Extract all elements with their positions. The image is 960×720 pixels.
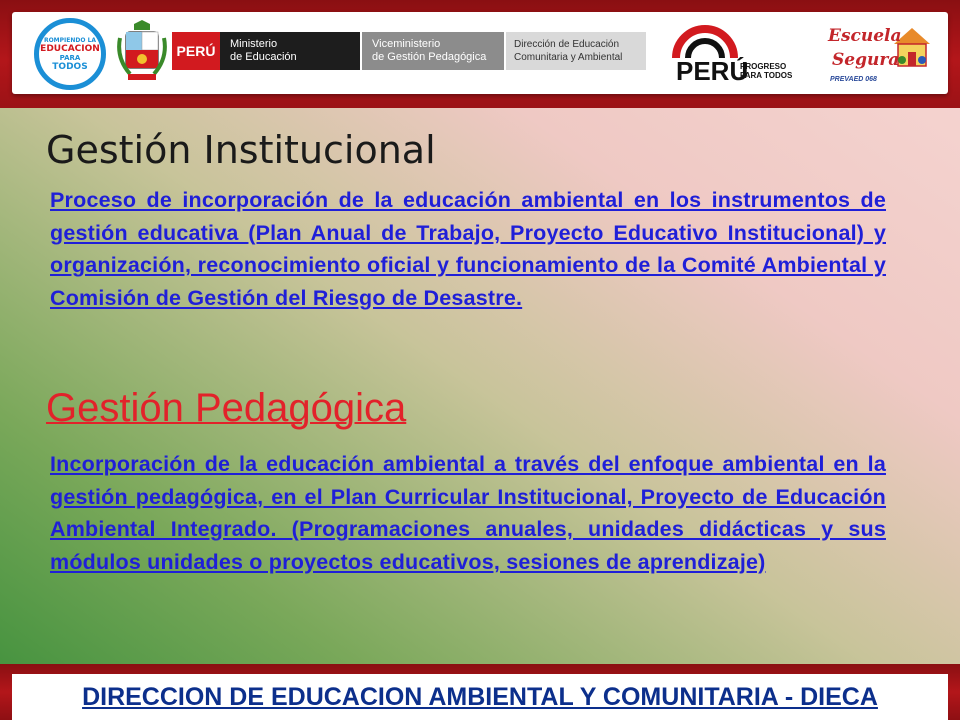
gestion-institucional-link[interactable]: Proceso de incorporación de la educación ambiental en los instrumentos de gestión educativa (Plan Anual de Trabajo, Proyecto Educativo Institucional) y organización, reconocimiento oficial y funcionamiento de la Comité Ambiental y Comisión de Gestión del Riesgo de Desastre. bbox=[50, 188, 886, 310]
peru-arc-icon bbox=[670, 24, 740, 60]
peru-progreso-tag: PROGRESO PARA TODOS bbox=[740, 62, 793, 80]
header-band bbox=[0, 0, 960, 108]
footer-band bbox=[0, 664, 960, 720]
gestion-pedagogica-link[interactable]: Incorporación de la educación ambiental a través del enfoque ambiental en la gestión pedagógica, en el Plan Curricular Institucional, Proyecto de Educación Ambiental Integrado. (Programaciones anuales, unidades didácticas y sus módulos unidades o proyectos educativos, sesiones de aprendizaje) bbox=[50, 452, 886, 574]
segura-word: Segura bbox=[832, 50, 900, 70]
ministerio-block bbox=[220, 32, 360, 70]
rompiendo-educacion-logo bbox=[34, 18, 106, 90]
peru-progreso-title: PERÚ bbox=[676, 56, 749, 86]
logos-panel bbox=[12, 12, 948, 94]
direccion-text: Dirección de Educación Comunitaria y Ambiental bbox=[514, 39, 623, 63]
direccion-block bbox=[506, 32, 646, 70]
round-logo-line-1: ROMPIENDO LA bbox=[43, 37, 97, 44]
footer-link[interactable]: DIRECCION DE EDUCACION AMBIENTAL Y COMUNITARIA - DIECA bbox=[82, 682, 878, 711]
gestion-institucional-title: Gestión Institucional bbox=[46, 128, 436, 172]
round-logo-line-4: TODOS bbox=[52, 62, 88, 72]
round-logo-line-2: EDUCACION bbox=[40, 44, 100, 54]
peru-label-block: PERÚ bbox=[172, 32, 220, 70]
peru-progreso-logo bbox=[670, 22, 810, 86]
ministerio-text: Ministerio de Educación bbox=[230, 38, 297, 63]
prevaed-label: PREVAED 068 bbox=[830, 76, 877, 83]
peru-coat-of-arms-icon bbox=[116, 18, 168, 90]
round-logo-line-3: PARA bbox=[59, 54, 81, 62]
footer-bar bbox=[12, 674, 948, 720]
escuela-segura-logo bbox=[820, 18, 944, 90]
escuela-word: Escuela bbox=[828, 26, 902, 46]
gestion-pedagogica-title[interactable]: Gestión Pedagógica bbox=[46, 386, 407, 430]
viceministerio-block bbox=[362, 32, 504, 70]
viceministerio-text: Viceministerio de Gestión Pedagógica bbox=[372, 38, 487, 63]
